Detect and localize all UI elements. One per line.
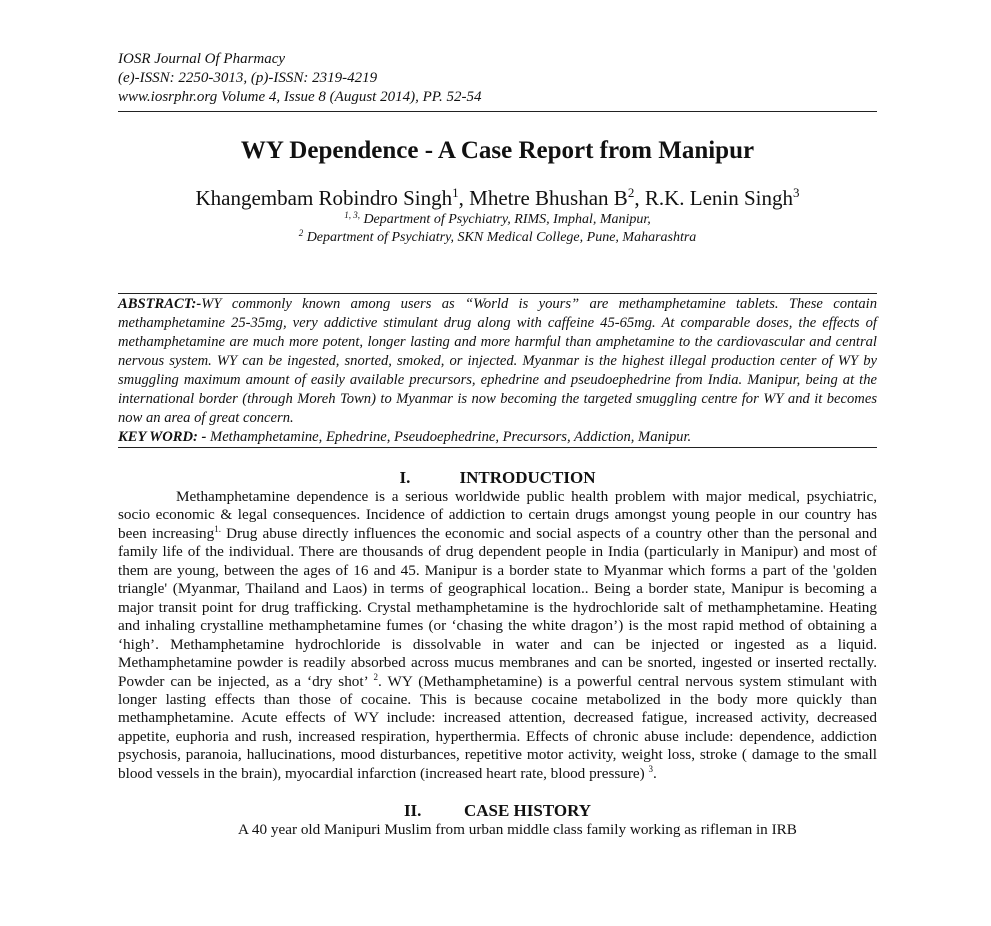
journal-name: IOSR Journal Of Pharmacy [118, 51, 286, 67]
author-name: Khangembam Robindro Singh [195, 186, 453, 210]
abstract [118, 295, 877, 428]
author-name: R.K. Lenin Singh [644, 186, 793, 210]
case-history-paragraph [118, 821, 877, 839]
body-text-run: Methamphetamine dependence is a serious worldwide public health problem with major medical, psychiatric, socio economic & legal consequences. Incidence of addiction to certain drugs amongst young people in our country has been increasing [118, 488, 877, 542]
header-rule [118, 111, 877, 112]
paper-page [118, 50, 877, 840]
affiliation-mark: 1, 3, [344, 210, 360, 220]
journal-volume: www.iosrphr.org Volume 4, Issue 8 (August 2014), PP. 52-54 [118, 89, 482, 105]
abstract-label: ABSTRACT:- [118, 296, 202, 312]
section-number: II. [403, 801, 422, 821]
author-list: Khangembam Robindro Singh$^1$, Mhetre Bhushan $B^2$, R.K. Lenin Singh$^3$ [195, 185, 800, 210]
abstract-text: WY commonly known among users as “World is yours” are methamphetamine tablets. These contain methamphetamine 25-35mg, very addictive stimulant drug along with caffeine 45-65mg. At comparable doses, the effects of methamphetamine are much more potent, longer lasting and more harmful than amphetamine to the cardiovascular and central nervous system. WY can be ingested, snorted, smoked, or injected. Myanmar is the highest illegal production center of WY by smuggling maximum amount of easily available precursors, ephedrine and pseudoephedrine from India. Manipur, being at the international border (through Moreh Town) to Myanmar is now becoming the targeted smuggling centre for WY and it becomes now an area of great concern. [118, 296, 877, 426]
journal-issn: (e)-ISSN: 2250-3013, (p)-ISSN: 2319-4219 [118, 70, 378, 86]
author-affiliation-mark: 2 [627, 185, 635, 200]
affiliation-text: Department of Psychiatry, RIMS, Imphal, Manipur, [359, 212, 651, 227]
affiliation [118, 229, 877, 247]
section-title: CASE HISTORY [463, 801, 592, 821]
section-heading-case-history [118, 801, 877, 821]
body-text-run: . WY (Methamphetamine) is a powerful central nervous system stimulant with longer lasting effects than those of cocaine. This is because cocaine metabolized in the body more quickly than methamphetamine. Acute effects of WY include: increased attention, decreased fatigue, increased activity, decreased appetite, euphoria and rush, increased respiration, hyperthermia. Effects of chronic abuse include: dependence, addiction psychosis, paranoia, hallucinations, mood disturbances, repetitive motor activity, weight loss, stroke ( damage to the small blood vessels in the brain), myocardial infarction (increased heart rate, blood pressure) [118, 672, 878, 782]
abstract-top-rule [118, 293, 877, 294]
section-number: I. [399, 468, 411, 487]
section-title: INTRODUCTION [459, 468, 596, 487]
author-affiliation-mark: 3 [792, 185, 800, 200]
abstract-bottom-rule [118, 447, 877, 448]
citation-ref: 3 [648, 763, 654, 774]
body-text-run: . [653, 764, 657, 782]
author-affiliation-mark: 1 [452, 185, 459, 200]
body-text-run: A 40 year old Manipuri Muslim from urban middle class family working as rifleman in IRB [238, 821, 797, 839]
citation-ref: 2 [373, 671, 379, 682]
keywords-text: Methamphetamine, Ephedrine, Pseudoephedrine, Precursors, Addiction, Manipur. [206, 429, 692, 445]
affiliation [118, 211, 877, 229]
author-name: Mhetre Bhushan B [469, 186, 628, 210]
affiliation-mark: 2 [298, 228, 304, 238]
section-heading-introduction [118, 468, 877, 488]
citation-ref: 1. [214, 523, 221, 534]
keywords-label: KEY WORD: - [118, 429, 207, 445]
introduction-paragraph [118, 488, 877, 783]
body-text-run: Drug abuse directly influences the economic and social aspects of a country other than the personal and family life of the individual. There are thousands of drug dependent people in India (particularly in Manipur) and most of them are young, between the ages of 16 and 45. Manipur is a border state to Myanmar which forms a part of the 'golden triangle' (Myanmar, Thailand and Laos) in terms of geographical location.. Being a border state, Manipur is becoming a major transit point for drug trafficking. Crystal methamphetamine is the hydrochloride salt of methamphetamine. Heating and inhaling crystalline methamphetamine fumes (or ‘chasing the white dragon’) is the most rapid method of obtaining a ‘high’. Methamphetamine hydrochloride is dissolvable in water and can be injected or ingested as a liquid. Methamphetamine powder is readily absorbed across mucus membranes and can be snorted, ingested or inserted rectally. Powder can be injected, as a ‘dry shot’ [118, 524, 877, 690]
affiliation-text: Department of Psychiatry, SKN Medical College, Pune, Maharashtra [303, 230, 697, 245]
journal-header [118, 50, 877, 107]
paper-title: WY Dependence - A Case Report from Manipur [240, 137, 755, 164]
keywords [118, 428, 877, 446]
